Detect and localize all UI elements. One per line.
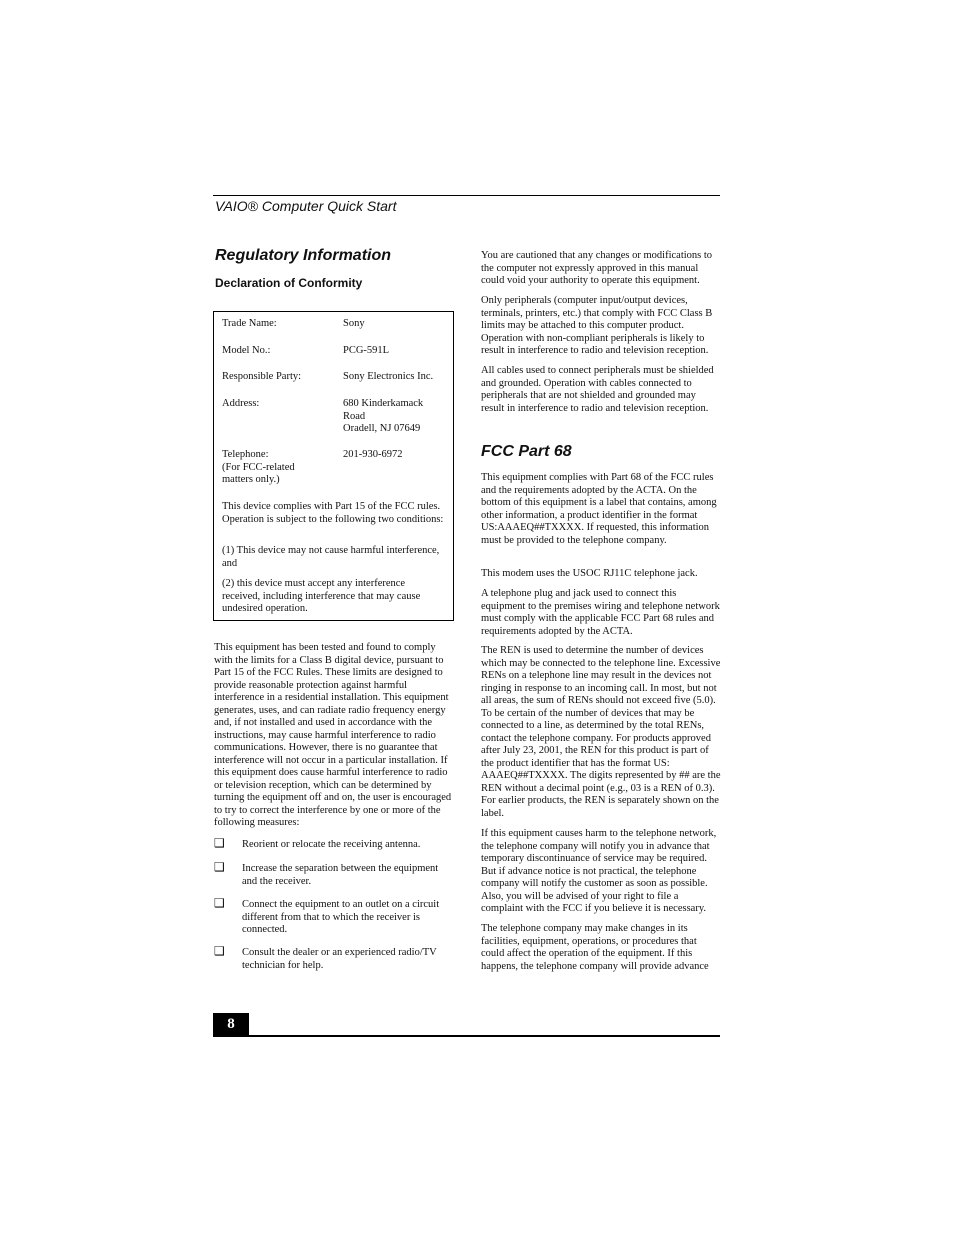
trade-name-value: Sony — [343, 318, 365, 329]
measure-item: Connect the equipment to an outlet on a circuit different from that to which the receiver is connected. — [242, 899, 440, 935]
page-number: 8 — [213, 1013, 249, 1036]
right-paragraph: If this equipment causes harm to the telephone network, the telephone company will notify you in advance that temporary discontinuance of service may be required. But if advance notice is not practical, the telephone company will notify the customer as soon as possible. Also, you will be advised of your right to file a complaint with the FCC if you believe it is necessary. — [481, 828, 717, 914]
measure-item: Consult the dealer or an experienced radio/TV technician for help. — [242, 947, 437, 971]
checkbox-bullet-icon: ❑ — [214, 896, 225, 910]
running-title: VAIO® Computer Quick Start — [215, 198, 397, 214]
conformity-paragraph: This device complies with Part 15 of the FCC rules. Operation is subject to the following two conditions: — [222, 501, 444, 525]
checkbox-bullet-icon: ❑ — [214, 944, 225, 958]
address-line: Road — [343, 410, 366, 422]
address-value — [343, 398, 448, 436]
telephone-value: 201-930-6972 — [343, 449, 403, 460]
address-line: Oradell, NJ 07649 — [343, 423, 421, 434]
conformity-paragraph: (1) This device may not cause harmful interference, and — [222, 545, 440, 569]
measure-item: Reorient or relocate the receiving antenna. — [242, 839, 421, 850]
conformity-subheading: Declaration of Conformity — [215, 276, 363, 290]
telephone-label-line: matters only.) — [222, 474, 280, 485]
conformity-paragraph: (2) this device must accept any interference received, including interference that may cause undesired operation. — [222, 578, 421, 614]
measure-item: Increase the separation between the equipment and the receiver. — [242, 863, 439, 887]
right-paragraph: The telephone company may make changes in its facilities, equipment, operations, or procedures that could affect the operation of the equipment. If this happens, the telephone company will provide advance — [481, 923, 709, 972]
right-paragraph: This equipment complies with Part 68 of the FCC rules and the requirements adopted by the ACTA. On the bottom of this equipment is a label that contains, among other information, a product identifier in the format US:AAAEQ##TXXXX. If requested, this information must be provided to the telephone company. — [481, 472, 717, 546]
address-label: Address: — [222, 398, 260, 409]
address-line: 680 Kinderkamack — [343, 398, 424, 409]
regulatory-heading: Regulatory Information — [215, 247, 392, 264]
right-paragraph: You are cautioned that any changes or modifications to the computer not expressly approved in this manual could void your authority to operate this equipment. — [481, 250, 713, 286]
footer-rule — [213, 1035, 720, 1037]
right-paragraph: Only peripherals (computer input/output devices, terminals, printers, etc.) that comply with FCC Class B limits may be attached to this computer product. Operation with non-compliant peripherals is likely to result in interference to radio and television reception. — [481, 295, 713, 356]
telephone-label — [222, 449, 337, 487]
model-no-label: Model No.: — [222, 345, 271, 356]
class-b-paragraph: This equipment has been tested and found to comply with the limits for a Class B digital device, pursuant to Part 15 of the FCC Rules. These limits are designed to provide reasonable protection against harmful interference in a residential installation. This equipment generates, uses, and can radiate radio frequency energy and, if not installed and used in accordance with the instructions, may cause harmful interference to radio communications. However, there is no guarantee that interference will not occur in a particular installation. If this equipment does cause harmful interference to radio or television reception, which can be determined by turning the equipment off and on, the user is encouraged to try to correct the interference by one or more of the following measures: — [214, 642, 452, 828]
fcc-part-68-heading: FCC Part 68 — [481, 443, 572, 460]
right-paragraph: This modem uses the USOC RJ11C telephone jack. — [481, 568, 698, 579]
checkbox-bullet-icon: ❑ — [214, 836, 225, 850]
responsible-party-label: Responsible Party: — [222, 371, 302, 382]
right-paragraph: The REN is used to determine the number of devices which may be connected to the telephone line. Excessive RENs on a telephone line may result in the devices not ringing in response to an incoming call. In most, but not all areas, the sum of RENs should not exceed five (5.0). To be certain of the number of devices that may be connected to a line, as determined by the total RENs, contact the telephone company. For products approved after July 23, 2001, the REN for this product is part of the product identifier that has the format US: AAAEQ##TXXXX. The digits represented by ## are the REN without a decimal point (e.g., 03 is a REN of 0.3). For earlier products, the REN is separately shown on the label. — [481, 645, 721, 819]
model-no-value: PCG-591L — [343, 345, 390, 356]
checkbox-bullet-icon: ❑ — [214, 860, 225, 874]
header-rule — [213, 195, 720, 196]
responsible-party-value: Sony Electronics Inc. — [343, 371, 434, 382]
telephone-label-line: Telephone: — [222, 449, 269, 460]
trade-name-label: Trade Name: — [222, 318, 277, 329]
right-paragraph: All cables used to connect peripherals must be shielded and grounded. Operation with cables connected to peripherals that are not shielded and grounded may result in interference to radio and television reception. — [481, 365, 714, 414]
right-paragraph: A telephone plug and jack used to connect this equipment to the premises wiring and telephone network must comply with the applicable FCC Part 68 rules and requirements adopted by the ACTA. — [481, 588, 720, 637]
telephone-label-line: (For FCC-related — [222, 461, 295, 473]
